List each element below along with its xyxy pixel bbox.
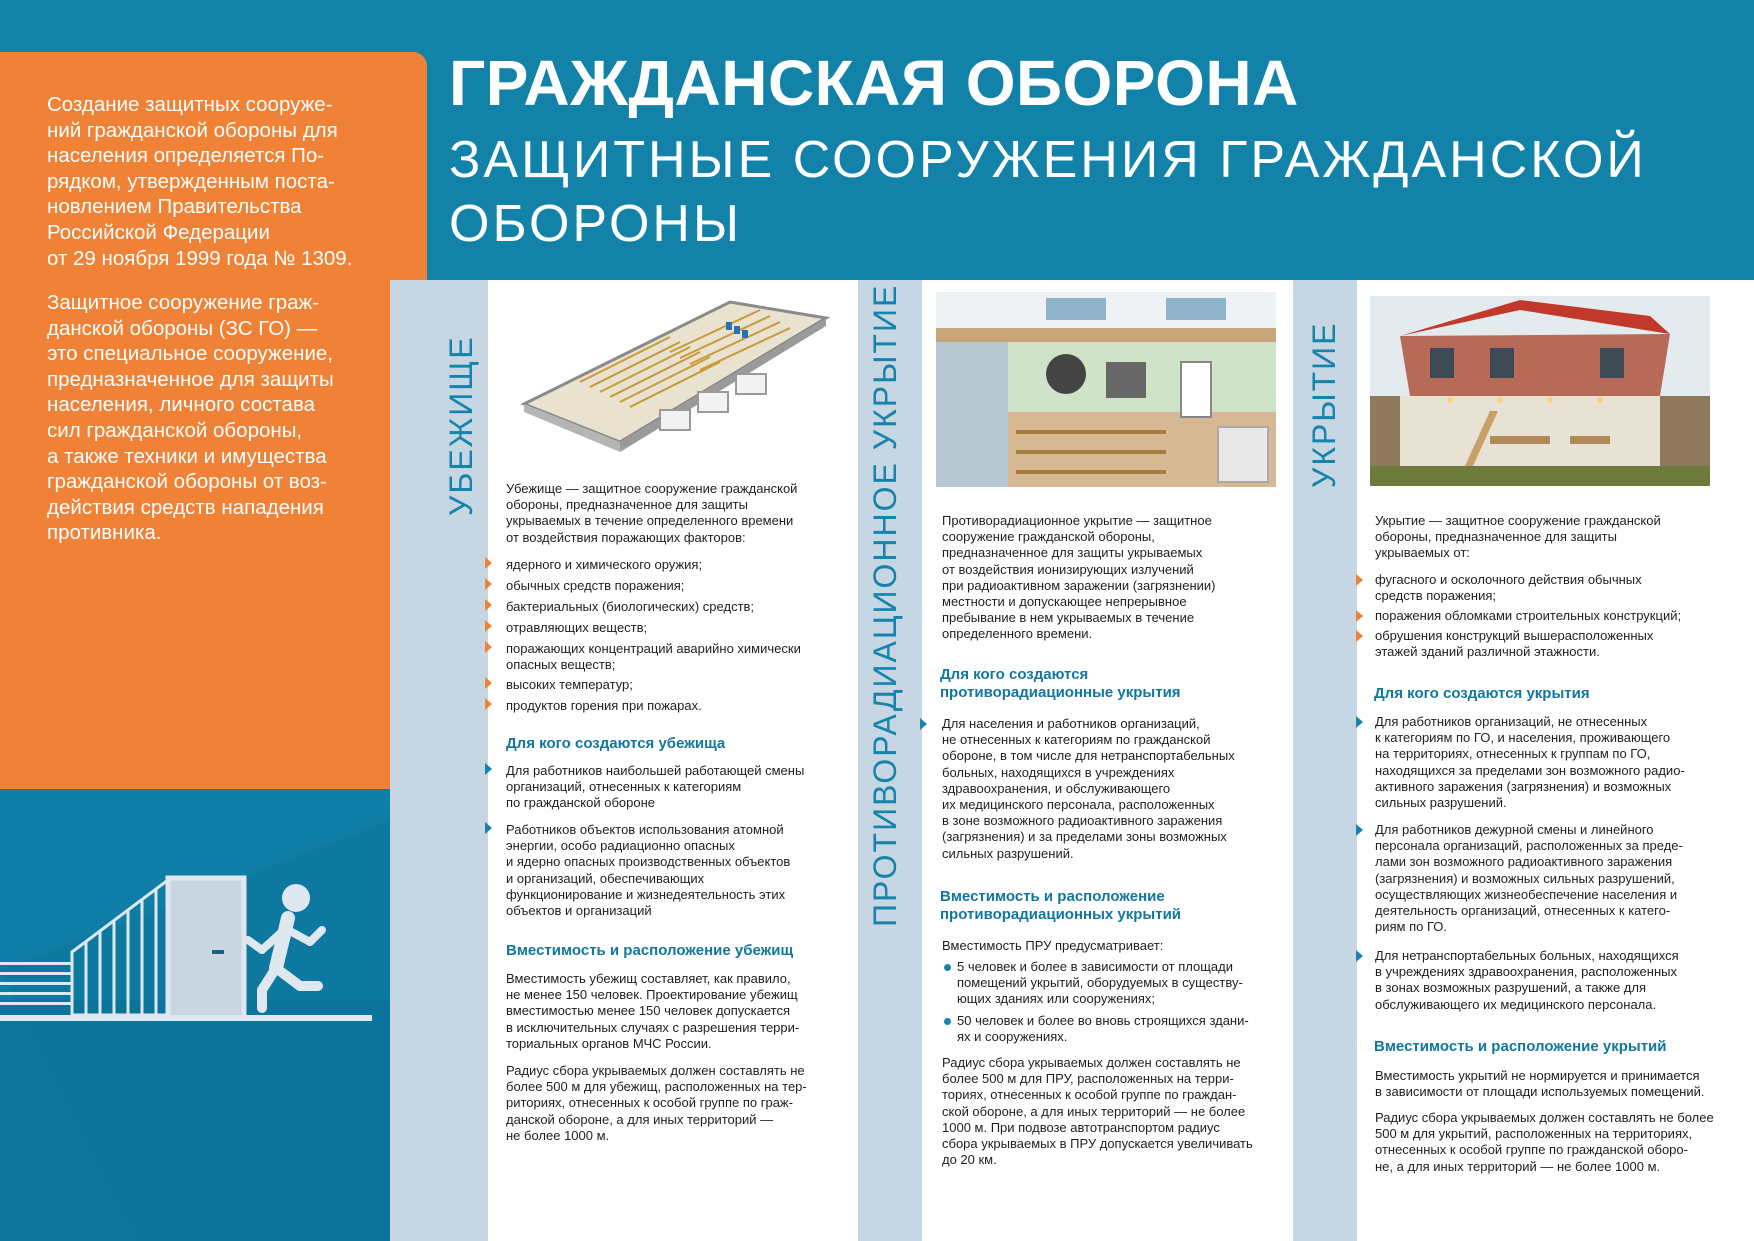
shelter-factor-2: обычных средств поражения; bbox=[506, 578, 685, 593]
bullet-arrow bbox=[485, 698, 492, 710]
shelter-factor-4: отравляющих веществ; bbox=[506, 620, 648, 635]
shelter-factor-5: поражающих концентраций аварийно химически опасных веществ; bbox=[506, 641, 801, 673]
shelter-intro: Убежище — защитное сооружение гражданской обороны, предназначенное для защиты укрываемых в течение определенного времени от воздействия поражающих факторов: bbox=[506, 481, 798, 545]
bullet-arrow bbox=[1356, 574, 1363, 586]
radiation-shelter-radius-text: Радиус сбора укрываемых должен составлять не более 500 м для ПРУ, расположенных на терри- ториях, отнесенных к особой группе по граждан- ской обороне, а для иных территорий — не более 1000 м. При подвозе автотранспортом радиус сбора укрываемых в ПРУ допускается увеличивать до 20 км. bbox=[942, 1055, 1253, 1168]
shelter-plan-image bbox=[520, 292, 830, 467]
ground-line bbox=[0, 1015, 372, 1021]
shelter-for-whom-1: Для работников наибольшей работающей смены организаций, отнесенных к категориям по гражданской обороне bbox=[506, 763, 805, 811]
column-label-cover: УКРЫТИЕ bbox=[1306, 321, 1342, 488]
cover-for-whom-heading: Для кого создаются укрытия bbox=[1374, 685, 1590, 702]
radiation-shelter-capacity-intro: Вместимость ПРУ предусматривает: bbox=[942, 938, 1164, 953]
bullet-arrow bbox=[485, 677, 492, 689]
bullet-arrow bbox=[1356, 716, 1363, 728]
shelter-factor-1: ядерного и химического оружия; bbox=[506, 557, 703, 572]
cover-intro: Укрытие — защитное сооружение гражданской обороны, предназначенное для защиты укрываемых от: bbox=[1375, 513, 1661, 561]
radiation-shelter-capacity-item-1: 5 человек и более в зависимости от площади помещений укрытий, оборудуемых в существу- ющих зданиях или сооружениях; bbox=[957, 959, 1243, 1007]
bullet-arrow bbox=[485, 599, 492, 611]
bullet-arrow bbox=[485, 763, 492, 775]
shelter-factor-7: продуктов горения при пожарах. bbox=[506, 698, 702, 713]
page-subtitle: ЗАЩИТНЫЕ СООРУЖЕНИЯ ГРАЖДАНСКОЙ ОБОРОНЫ bbox=[449, 131, 1647, 253]
shelter-for-whom-heading: Для кого создаются убежища bbox=[506, 735, 726, 752]
cover-capacity-text: Вместимость укрытий не нормируется и принимается в зависимости от площади используемых помещений. bbox=[1375, 1068, 1705, 1100]
radiation-shelter-intro: Противорадиационное укрытие — защитное сооружение гражданской обороны, предназначенное для защиты укрываемых от воздействия ионизирующих излучений при радиоактивном заражении (загрязнении) местности и допускающее непрерывное пребывание в нем укрываемых в течение определенного времени. bbox=[942, 513, 1216, 642]
shelter-capacity-heading: Вместимость и расположение убежищ bbox=[506, 942, 794, 959]
radiation-shelter-for-whom-heading: Для кого создаются противорадиационные укрытия bbox=[940, 666, 1181, 701]
cover-radius-text: Радиус сбора укрываемых должен составлять не более 500 м для укрытий, расположенных на территориях, отнесенных к особой группе по гражданской оборо- не, а для иных территорий — не более 1000 м. bbox=[1375, 1110, 1714, 1174]
column-label-shelter: УБЕЖИЩЕ bbox=[443, 335, 479, 516]
bullet-arrow bbox=[485, 578, 492, 590]
shelter-for-whom-2: Работников объектов использования атомной энергии, особо радиационно опасных и ядерно опасных производственных объектов и организаций, обеспечивающих функционирование и жизнедеятельность этих объектов и организаций bbox=[506, 822, 791, 919]
bullet-arrow bbox=[485, 557, 492, 569]
radiation-shelter-for-whom: Для населения и работников организаций, не отнесенных к категориям по гражданской обороне, в том числе для нетранспортабельных больных, находящихся в учреждениях здравоохранения, и обслуживающего их медицинского персонала, расположенных в зоне возможного радиоактивного заражения (загрязнения) и за пределами зоны возможных сильных разрушений. bbox=[942, 716, 1235, 861]
radiation-shelter-capacity-item-2: 50 человек и более во вновь строящихся здани- ях и сооружениях. bbox=[957, 1013, 1249, 1045]
page-title: ГРАЖДАНСКАЯ ОБОРОНА bbox=[449, 47, 1299, 119]
bullet-arrow bbox=[485, 641, 492, 653]
cover-for-whom-2: Для работников дежурной смены и линейного персонала организаций, расположенных за преде- лами зон возможного радиоактивного заражения (загрязнения) и возможных сильных разрушений, осуществляющих жизнеобеспечение населения и деятельность организаций, отнесенных к катего- риям по ГО. bbox=[1375, 822, 1683, 935]
cover-for-whom-1: Для работников организаций, не отнесенных к категориям по ГО, и населения, проживающего на территориях, отнесенных к группам по ГО, находящихся за пределами зон возможного радио- активного заражения (загрязнения) и возможных сильных разрушений. bbox=[1375, 714, 1685, 811]
bullet-arrow bbox=[1356, 950, 1363, 962]
cover-factor-2: поражения обломками строительных конструкций; bbox=[1375, 608, 1682, 623]
shelter-capacity-text: Вместимость убежищ составляет, как правило, не менее 150 человек. Проектирование убежищ вместимостью менее 150 человек допускается в исключительных случаях с разрешения терри- ториальных органов МЧС России. bbox=[506, 971, 800, 1051]
intro-paragraph-2: Защитное сооружение граж- данской обороны (ЗС ГО) — это специальное сооружение, предназначенное для защиты населения, личного состава сил гражданской обороны, а также техники и имущества гражданской обороны от воз- действия средств нападения противника. bbox=[47, 291, 334, 545]
cover-for-whom-3: Для нетранспортабельных больных, находящихся в учреждениях здравоохранения, расположенных в зонах возможных разрушений, а также для обслуживающего их медицинского персонала. bbox=[1375, 948, 1679, 1012]
shelter-radius-text: Радиус сбора укрываемых должен составлять не более 500 м для убежищ, расположенных на тер- риториях, отнесенных к особой группе по граж- данской обороне, а для иных территорий — не более 1000 м. bbox=[506, 1063, 807, 1143]
cover-capacity-heading: Вместимость и расположение укрытий bbox=[1374, 1038, 1667, 1055]
bullet-dot bbox=[944, 1018, 951, 1025]
cover-factor-3: обрушения конструкций вышерасположенных этажей зданий различной этажности. bbox=[1375, 628, 1654, 660]
radiation-shelter-image bbox=[936, 292, 1276, 487]
bullet-dot bbox=[944, 964, 951, 971]
bullet-arrow bbox=[1356, 824, 1363, 836]
bullet-arrow bbox=[485, 822, 492, 834]
bullet-arrow bbox=[920, 718, 927, 730]
door-icon bbox=[168, 878, 244, 1018]
bullet-arrow bbox=[1356, 610, 1363, 622]
bullet-arrow bbox=[485, 620, 492, 632]
bullet-arrow bbox=[1356, 630, 1363, 642]
shelter-entrance-illustration bbox=[0, 790, 390, 1241]
shelter-factor-6: высоких температур; bbox=[506, 677, 633, 692]
shelter-factor-3: бактериальных (биологических) средств; bbox=[506, 599, 755, 614]
column-label-radiation-shelter: ПРОТИВОРАДИАЦИОННОЕ УКРЫТИЕ bbox=[867, 283, 903, 927]
radiation-shelter-capacity-heading: Вместимость и расположение противорадиационных укрытий bbox=[940, 888, 1182, 923]
intro-paragraph-1: Создание защитных сооруже- ний гражданской обороны для населения определяется По- рядком, утвержденным поста- новлением Правительства Российской Федерации от 29 ноября 1999 года № 1309. bbox=[47, 93, 353, 270]
cover-image bbox=[1370, 296, 1710, 486]
cover-factor-1: фугасного и осколочного действия обычных средств поражения; bbox=[1375, 572, 1642, 604]
